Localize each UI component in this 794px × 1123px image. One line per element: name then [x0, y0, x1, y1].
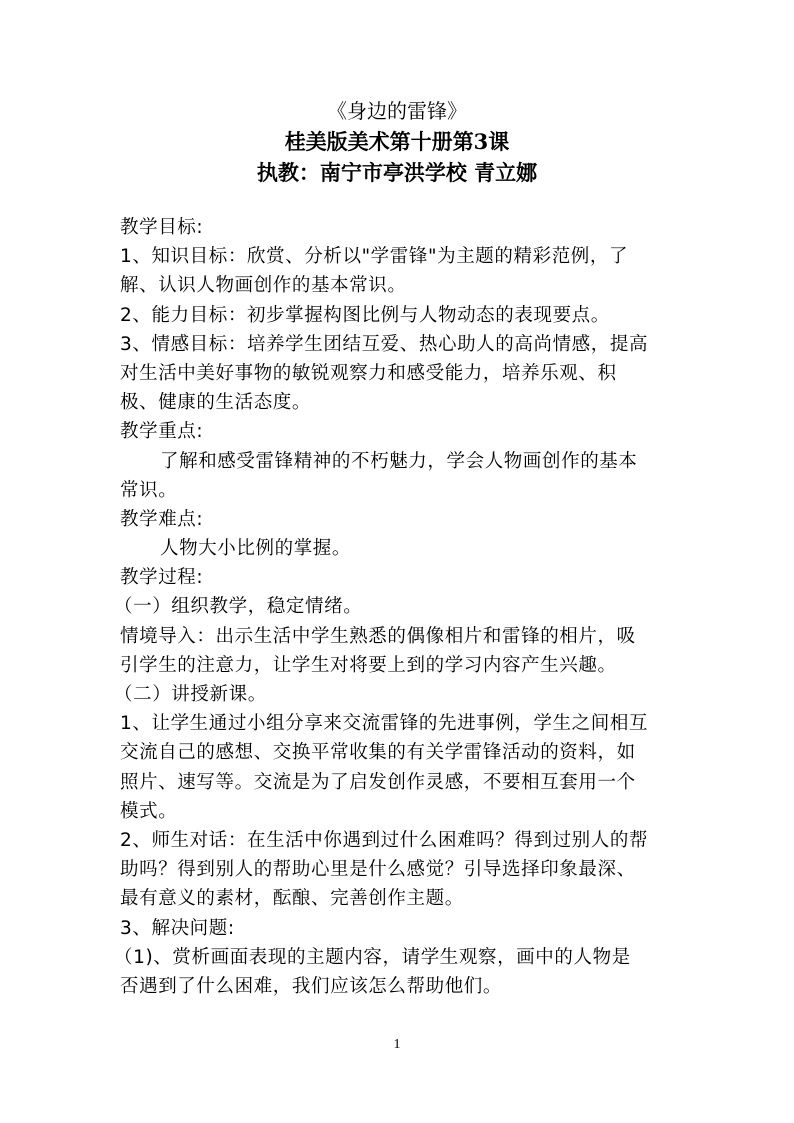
- textbook-subtitle: 桂美版美术第十册第3课: [284, 129, 510, 154]
- paragraph-line: 教学目标:: [120, 217, 204, 238]
- paragraph-line: 1、知识目标：欣赏、分析以"学雷锋"为主题的精彩范例，了: [120, 246, 629, 268]
- paragraph-line: 助吗？得到别人的帮助心里是什么感觉？引导选择印象最深、: [120, 859, 636, 881]
- paragraph-line: 教学难点:: [120, 508, 204, 530]
- paragraph-line: 极、健康的生活态度。: [120, 392, 312, 414]
- paragraph-line: （一）组织教学，稳定情绪。: [114, 596, 363, 618]
- paragraph-line: 情境导入：出示生活中学生熟悉的偶像相片和雷锋的相片，吸: [120, 625, 636, 647]
- paragraph-line: （二）讲授新课。: [114, 684, 267, 705]
- title-block: [0, 96, 794, 188]
- paragraph-line: 人物大小比例的掌握。: [160, 538, 352, 560]
- paragraph-line: 否遇到了什么困难，我们应该怎么帮助他们。: [120, 975, 503, 997]
- paragraph-line: 了解和感受雷锋精神的不朽魅力，学会人物画创作的基本: [160, 450, 638, 472]
- paragraph-line: 2、能力目标：初步掌握构图比例与人物动态的表现要点。: [120, 304, 610, 326]
- paragraph-line: 模式。: [120, 800, 178, 822]
- paragraph-line: 3、解决问题:: [120, 917, 235, 939]
- paragraph-line: 教学过程:: [120, 567, 204, 589]
- paragraph-line: 1、让学生通过小组分享来交流雷锋的先进事例，学生之间相互: [120, 713, 649, 735]
- paragraph-line: 2、师生对话：在生活中你遇到过什么困难吗？得到过别人的帮: [120, 829, 649, 851]
- paragraph-line: 照片、速写等。交流是为了启发创作灵感，不要相互套用一个: [120, 771, 636, 793]
- paragraph-line: 交流自己的感想、交换平常收集的有关学雷锋活动的资料，如: [120, 742, 636, 764]
- teacher-line: 执教：南宁市亭洪学校 青立娜: [256, 160, 538, 185]
- paragraph-line: 教学重点:: [120, 421, 204, 443]
- paragraph-line: 对生活中美好事物的敏锐观察力和感受能力，培养乐观、积: [120, 362, 617, 384]
- paragraph-line: 最有意义的素材，酝酿、完善创作主题。: [120, 888, 464, 910]
- paragraph-line: 3、情感目标：培养学生团结互爱、热心助人的高尚情感，提高: [120, 333, 649, 355]
- page-number: 1: [393, 1037, 401, 1052]
- paragraph-line: 引学生的注意力，让学生对将要上到的学习内容产生兴趣。: [120, 654, 617, 676]
- paragraph-line: （1)、赏析画面表现的主题内容，请学生观察，画中的人物是: [114, 946, 631, 968]
- document-body: [114, 213, 680, 1001]
- paragraph-line: 常识。: [120, 479, 178, 501]
- paragraph-line: 解、认识人物画创作的基本常识。: [120, 275, 407, 297]
- lesson-title: 《身边的雷锋》: [327, 99, 467, 123]
